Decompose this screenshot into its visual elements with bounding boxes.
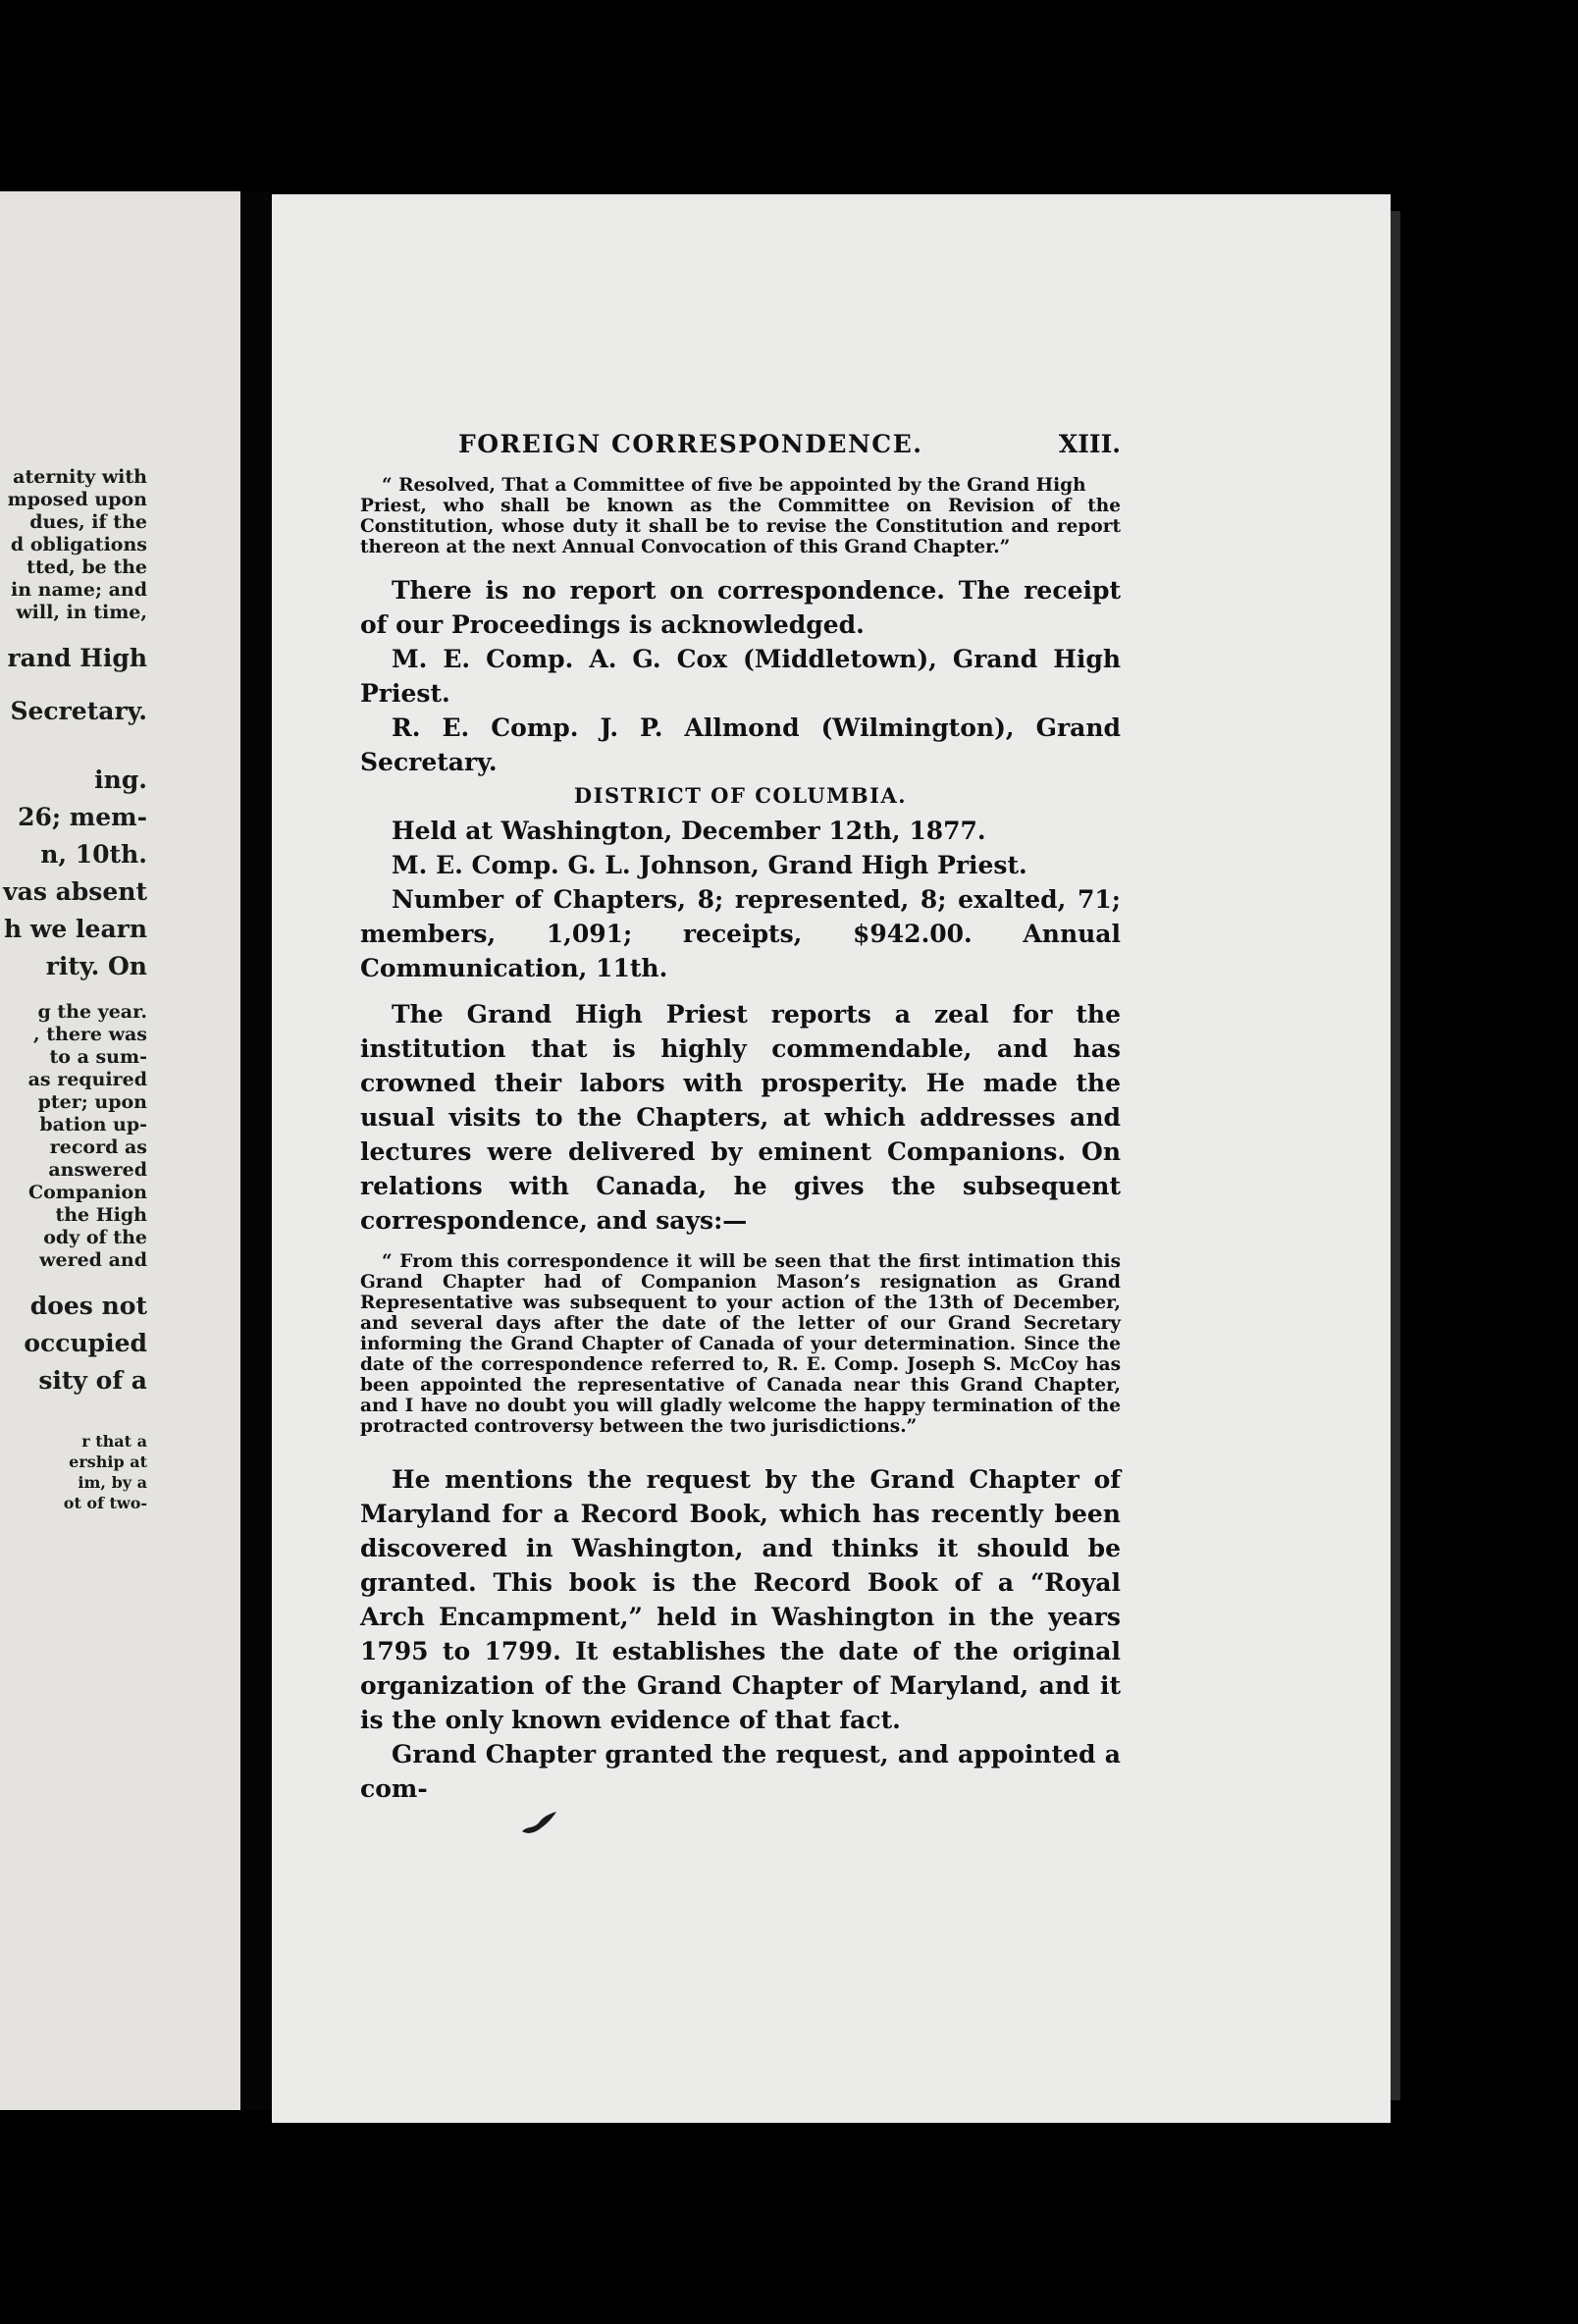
resolved-quote-first-line: “ Resolved, That a Committee of five be appointed by the Grand High	[382, 475, 1086, 496]
paragraph-grand-secretary: R. E. Comp. J. P. Allmond (Wilmington), Grand Secretary.	[360, 713, 1121, 776]
left-line: answered	[48, 1159, 147, 1181]
left-line: pter; upon	[37, 1091, 147, 1113]
ink-blot-icon	[520, 1808, 559, 1837]
left-line: bation up-	[39, 1114, 147, 1136]
paragraph-correspondence: There is no report on correspondence. The receipt of our Proceedings is acknowledged.	[360, 576, 1121, 639]
running-head	[360, 430, 1121, 469]
left-line: will, in time,	[16, 602, 147, 623]
paragraph-statistics: Number of Chapters, 8; represented, 8; exalted, 71; members, 1,091; receipts, $942.00. Annual Communication, 11th.	[360, 885, 1121, 982]
paragraph-report: The Grand High Priest reports a zeal for the institution that is highly commendable, and has crowned their labors with prosperity. He made the usual visits to the Chapters, at which addresses and lectures were delivered by eminent Companions. On relations with Canada, he gives the subsequent correspondence, and says:—	[360, 1000, 1121, 1235]
left-line: , there was	[33, 1024, 147, 1045]
left-line: dues, if the	[29, 511, 147, 533]
left-line: h we learn	[4, 915, 147, 943]
left-line: g the year.	[37, 1001, 147, 1023]
book-gutter	[240, 191, 272, 2110]
resolved-quote	[360, 475, 1121, 557]
left-line: im, by a	[78, 1473, 147, 1492]
left-line: vas absent	[3, 877, 147, 906]
paragraph-request-granted: Grand Chapter granted the request, and appointed a com-	[360, 1740, 1121, 1803]
left-line: as required	[27, 1069, 147, 1090]
left-line: in name; and	[10, 579, 147, 601]
left-line: occupied	[24, 1329, 147, 1357]
correspondence-quote: “ From this correspondence it will be seen that the first intimation this Grand Chapter had of Companion Mason’s resignation as Grand Representative was subsequent to your action of the 13th of December, and several days after the date of the letter of our Grand Secretary informing the Grand Chapter of Canada of your determination. Since the date of the correspondence referred to, R. E. Comp. Joseph S. McCoy has been appointed the representative of Canada near this Grand Chapter, and I have no doubt you will gladly welcome the happy termination of the protracted controversy between the two jurisdictions.”	[360, 1251, 1121, 1437]
resolved-quote-body: Priest, who shall be known as the Committee on Revision of the Constitution, whose duty it shall be to revise the Constitution and report thereon at the next Annual Convocation of this Grand Chapter.”	[360, 496, 1121, 557]
left-line: rity. On	[45, 952, 147, 980]
running-title: FOREIGN CORRESPONDENCE.	[458, 430, 923, 458]
left-line: ing.	[94, 766, 147, 794]
left-line: n, 10th.	[40, 840, 147, 869]
paragraph-held-at: Held at Washington, December 12th, 1877.	[392, 817, 986, 845]
left-page-text	[0, 466, 147, 1513]
left-line: to a sum-	[49, 1046, 147, 1068]
left-line: Secretary.	[10, 697, 147, 725]
left-line: sity of a	[38, 1366, 147, 1395]
left-line: wered and	[39, 1249, 147, 1271]
paragraph-record-book: He mentions the request by the Grand Chapter of Maryland for a Record Book, which has recently been discovered in Washington, and thinks it should be granted. This book is the Record Book of a “Royal Arch Encampment,” held in Washington in the years 1795 to 1799. It establishes the date of the original organization of the Grand Chapter of Maryland, and it is the only known evidence of that fact.	[360, 1465, 1121, 1734]
left-line: rand High	[7, 644, 147, 672]
left-line: mposed upon	[7, 489, 147, 510]
paragraph-grand-high-priest: M. E. Comp. A. G. Cox (Middletown), Grand High Priest.	[360, 645, 1121, 708]
left-line: 26; mem-	[18, 803, 147, 831]
paragraph-dc-grand-high-priest: M. E. Comp. G. L. Johnson, Grand High Priest.	[392, 851, 1027, 879]
left-line: tted, be the	[26, 556, 147, 578]
left-line: Companion	[27, 1182, 147, 1203]
left-line: the High	[55, 1204, 147, 1226]
left-line: r that a	[81, 1432, 147, 1451]
left-line: aternity with	[13, 466, 147, 488]
left-line: ership at	[69, 1452, 147, 1471]
left-line: ody of the	[43, 1227, 147, 1248]
page-number: XIII.	[1058, 430, 1121, 458]
section-heading: DISTRICT OF COLUMBIA.	[573, 783, 908, 808]
left-line: d obligations	[10, 534, 147, 555]
right-page	[272, 194, 1391, 2123]
page-edge-shadow	[1391, 211, 1400, 2100]
left-line: does not	[29, 1292, 147, 1320]
left-line: record as	[49, 1136, 147, 1158]
page-content	[360, 430, 1121, 1806]
left-line: ot of two-	[63, 1494, 147, 1512]
left-page	[0, 191, 240, 2110]
